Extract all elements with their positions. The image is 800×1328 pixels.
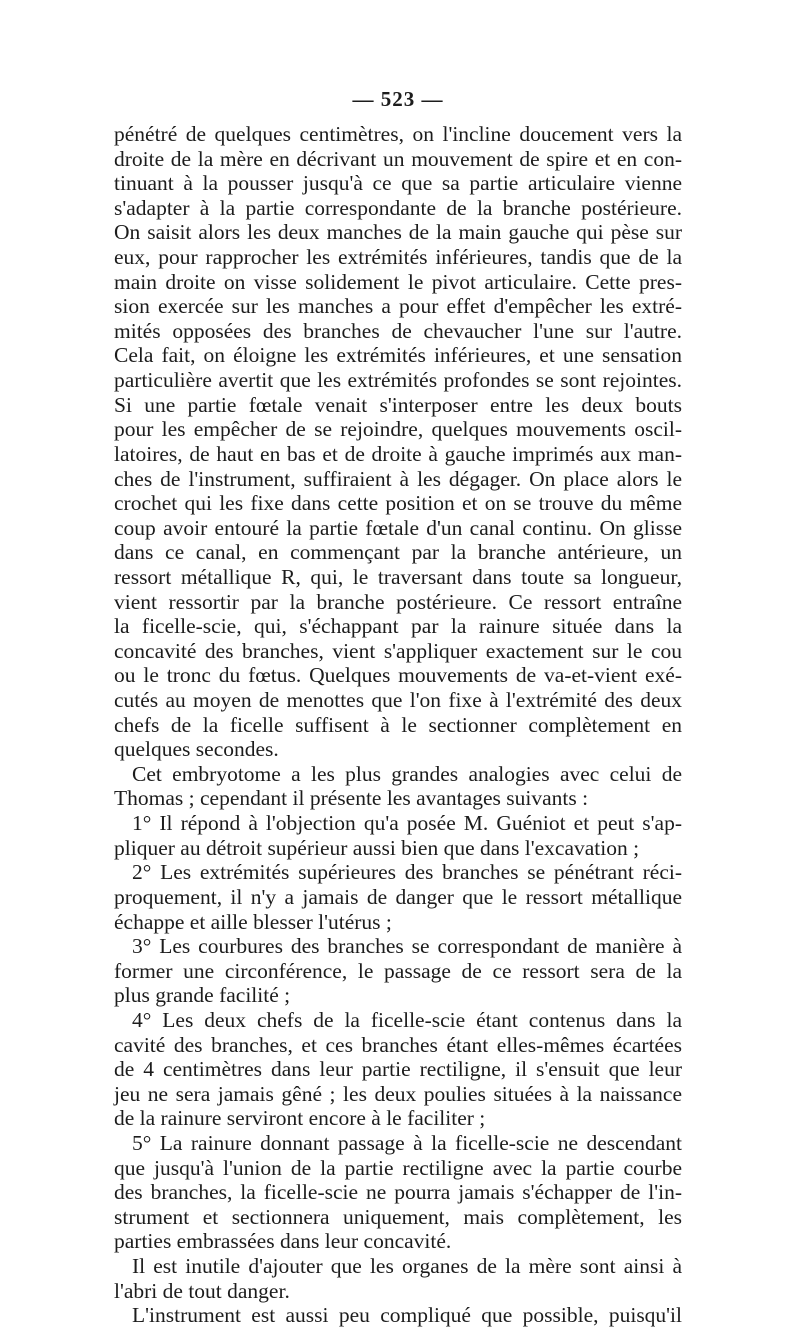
text-line: crochet qui les fixe dans cette position et on se trouve du même xyxy=(114,491,682,516)
text-line: ressort métallique R, qui, le traversant dans toute sa longueur, xyxy=(114,564,682,589)
text-line: 2° Les extrémités supérieures des branches se pénétrant réci- xyxy=(132,860,682,885)
text-line: 4° Les deux chefs de la ficelle-scie étant contenus dans la xyxy=(132,1007,682,1032)
text-line: cavité des branches, et ces branches étant elles-mêmes écartées xyxy=(114,1032,682,1057)
text-line: strument et sectionnera uniquement, mais complètement, les xyxy=(114,1204,682,1229)
text-line: main droite on visse solidement le pivot articulaire. Cette pres- xyxy=(114,269,682,294)
text-line: s'adapter à la partie correspondante de la branche postérieure. xyxy=(114,195,682,220)
text-line: 1° Il répond à l'objection qu'a posée M. Guéniot et peut s'ap- xyxy=(132,811,682,836)
text-line: échappe et aille blesser l'utérus ; xyxy=(114,909,392,934)
text-line: la ficelle-scie, qui, s'échappant par la rainure située dans la xyxy=(114,614,682,639)
text-line: chefs de la ficelle suffisent à le sectionner complètement en xyxy=(114,712,682,737)
text-line: de la rainure serviront encore à le faciliter ; xyxy=(114,1106,486,1131)
text-line: pliquer au détroit supérieur aussi bien que dans l'excavation ; xyxy=(114,835,640,860)
text-line: plus grande facilité ; xyxy=(114,983,291,1008)
text-line: tinuant à la pousser jusqu'à ce que sa partie articulaire vienne xyxy=(114,171,682,196)
text-line: Cela fait, on éloigne les extrémités inférieures, et une sensation xyxy=(114,343,682,368)
text-line: coup avoir entouré la partie fœtale d'un canal continu. On glisse xyxy=(114,515,682,540)
text-line: sion exercée sur les manches a pour effet d'empêcher les extré- xyxy=(114,294,682,319)
text-line: vient ressortir par la branche postérieure. Ce ressort entraîne xyxy=(114,589,682,614)
text-line: ches de l'instrument, suffiraient à les dégager. On place alors le xyxy=(114,466,682,491)
text-line: l'abri de tout danger. xyxy=(114,1278,290,1303)
page-number: — 523 — xyxy=(352,87,444,111)
text-line: concavité des branches, vient s'appliquer exactement sur le cou xyxy=(114,638,682,663)
text-line: droite de la mère en décrivant un mouvement de spire et en con- xyxy=(114,146,682,171)
text-line: L'instrument est aussi peu compliqué que possible, puisqu'il xyxy=(132,1303,682,1328)
text-line: Cet embryotome a les plus grandes analogies avec celui de xyxy=(132,761,682,786)
text-line: Si une partie fœtale venait s'interposer entre les deux bouts xyxy=(114,392,682,417)
text-line: proquement, il n'y a jamais de danger que le ressort métallique xyxy=(114,884,682,909)
text-line: eux, pour rapprocher les extrémités inférieures, tandis que de la xyxy=(114,245,682,270)
text-line: ou le tronc du fœtus. Quelques mouvements de va-et-vient exé- xyxy=(114,663,682,688)
text-line: mités opposées des branches de chevaucher l'une sur l'autre. xyxy=(114,318,682,343)
text-line: 3° Les courbures des branches se correspondant de manière à xyxy=(132,934,682,959)
text-line: quelques secondes. xyxy=(114,737,279,762)
text-line: latoires, de haut en bas et de droite à gauche imprimés aux man- xyxy=(114,441,682,466)
text-line: de 4 centimètres dans leur partie rectiligne, il s'ensuit que leur xyxy=(114,1057,682,1082)
text-line: pour les empêcher de se rejoindre, quelques mouvements oscil- xyxy=(114,417,682,442)
body-text xyxy=(114,122,682,1328)
text-line: On saisit alors les deux manches de la main gauche qui pèse sur xyxy=(114,220,682,245)
text-line: que jusqu'à l'union de la partie rectiligne avec la partie courbe xyxy=(114,1155,682,1180)
text-line: Thomas ; cependant il présente les avantages suivants : xyxy=(114,786,589,811)
text-line: 5° La rainure donnant passage à la ficelle-scie ne descendant xyxy=(132,1130,682,1155)
text-line: former une circonférence, le passage de ce ressort sera de la xyxy=(114,958,682,983)
text-line: dans ce canal, en commençant par la branche antérieure, un xyxy=(114,540,682,565)
book-page xyxy=(114,82,682,1328)
text-line: Il est inutile d'ajouter que les organes de la mère sont ainsi à xyxy=(132,1254,682,1279)
text-line: jeu ne sera jamais gêné ; les deux poulies situées à la naissance xyxy=(114,1081,682,1106)
text-line: pénétré de quelques centimètres, on l'incline doucement vers la xyxy=(114,122,682,146)
text-line: des branches, la ficelle-scie ne pourra jamais s'échapper de l'in- xyxy=(114,1180,682,1205)
text-line: cutés au moyen de menottes que l'on fixe à l'extrémité des deux xyxy=(114,688,682,713)
text-line: particulière avertit que les extrémités profondes se sont rejointes. xyxy=(114,368,682,393)
text-line: parties embrassées dans leur concavité. xyxy=(114,1229,452,1254)
